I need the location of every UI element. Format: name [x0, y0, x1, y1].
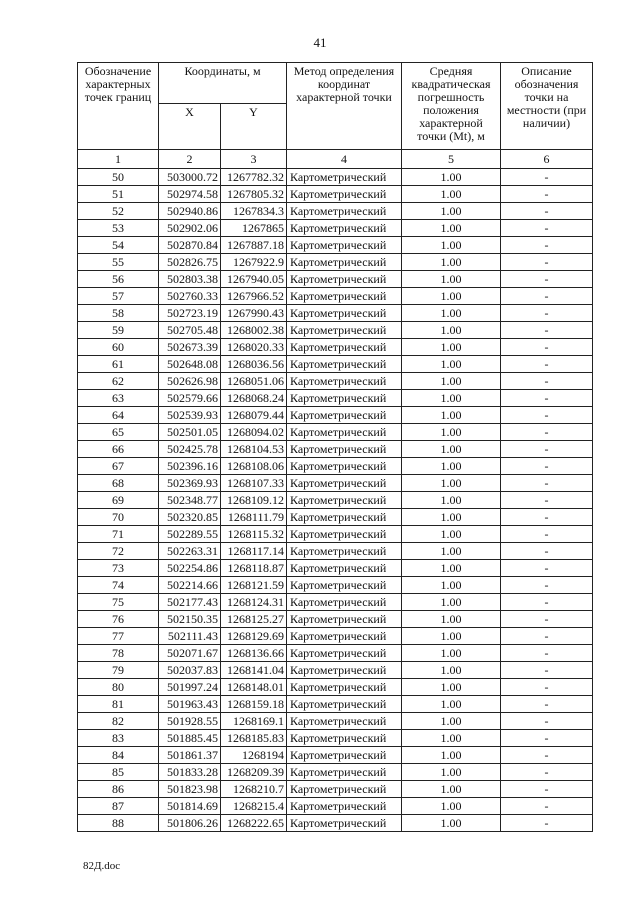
- description-cell: -: [501, 696, 593, 713]
- y-coordinate-cell: 1268036.56: [221, 356, 287, 373]
- table-row: [78, 696, 593, 713]
- table-row: [78, 220, 593, 237]
- description-cell: -: [501, 679, 593, 696]
- error-cell: 1.00: [402, 169, 501, 186]
- x-coordinate-cell: 501806.26: [159, 815, 221, 832]
- table-row: [78, 424, 593, 441]
- header-row: [78, 63, 593, 104]
- table-row: [78, 475, 593, 492]
- error-cell: 1.00: [402, 747, 501, 764]
- point-number-cell: 83: [78, 730, 159, 747]
- x-coordinate-cell: 501885.45: [159, 730, 221, 747]
- point-number-cell: 80: [78, 679, 159, 696]
- table-row: [78, 543, 593, 560]
- error-cell: 1.00: [402, 713, 501, 730]
- error-cell: 1.00: [402, 271, 501, 288]
- description-cell: -: [501, 441, 593, 458]
- method-cell: Картометрический: [287, 441, 402, 458]
- x-coordinate-cell: 502902.06: [159, 220, 221, 237]
- method-cell: Картометрический: [287, 424, 402, 441]
- x-coordinate-cell: 501861.37: [159, 747, 221, 764]
- method-cell: Картометрический: [287, 781, 402, 798]
- method-cell: Картометрический: [287, 526, 402, 543]
- description-cell: -: [501, 322, 593, 339]
- table-row: [78, 169, 593, 186]
- point-number-cell: 52: [78, 203, 159, 220]
- method-cell: Картометрический: [287, 271, 402, 288]
- description-cell: -: [501, 203, 593, 220]
- table-row: [78, 594, 593, 611]
- table-row: [78, 373, 593, 390]
- description-cell: -: [501, 220, 593, 237]
- x-coordinate-cell: 501928.55: [159, 713, 221, 730]
- x-coordinate-cell: 502648.08: [159, 356, 221, 373]
- point-number-cell: 67: [78, 458, 159, 475]
- description-cell: -: [501, 662, 593, 679]
- table-row: [78, 339, 593, 356]
- y-coordinate-cell: 1267834.3: [221, 203, 287, 220]
- y-coordinate-cell: 1268215.4: [221, 798, 287, 815]
- method-cell: Картометрический: [287, 458, 402, 475]
- point-number-cell: 81: [78, 696, 159, 713]
- x-coordinate-cell: 502289.55: [159, 526, 221, 543]
- method-cell: Картометрический: [287, 390, 402, 407]
- error-cell: 1.00: [402, 509, 501, 526]
- method-cell: Картометрический: [287, 798, 402, 815]
- y-coordinate-cell: 1268185.83: [221, 730, 287, 747]
- description-cell: -: [501, 407, 593, 424]
- x-coordinate-cell: 502150.35: [159, 611, 221, 628]
- point-number-cell: 84: [78, 747, 159, 764]
- error-cell: 1.00: [402, 356, 501, 373]
- x-coordinate-cell: 501833.28: [159, 764, 221, 781]
- y-coordinate-cell: 1268051.06: [221, 373, 287, 390]
- point-number-cell: 53: [78, 220, 159, 237]
- error-cell: 1.00: [402, 543, 501, 560]
- footer-filename: 82Д.doc: [83, 860, 121, 872]
- method-cell: Картометрический: [287, 509, 402, 526]
- point-number-cell: 65: [78, 424, 159, 441]
- column-number: 5: [402, 150, 501, 169]
- description-cell: -: [501, 815, 593, 832]
- method-cell: Картометрический: [287, 696, 402, 713]
- point-number-cell: 62: [78, 373, 159, 390]
- description-cell: -: [501, 713, 593, 730]
- y-coordinate-cell: 1268108.06: [221, 458, 287, 475]
- description-cell: -: [501, 781, 593, 798]
- x-coordinate-cell: 502263.31: [159, 543, 221, 560]
- description-cell: -: [501, 645, 593, 662]
- method-cell: Картометрический: [287, 815, 402, 832]
- error-cell: 1.00: [402, 237, 501, 254]
- x-coordinate-cell: 502177.43: [159, 594, 221, 611]
- x-coordinate-cell: 502071.67: [159, 645, 221, 662]
- y-coordinate-cell: 1267805.32: [221, 186, 287, 203]
- y-coordinate-cell: 1268129.69: [221, 628, 287, 645]
- point-number-cell: 55: [78, 254, 159, 271]
- error-cell: 1.00: [402, 526, 501, 543]
- description-cell: -: [501, 730, 593, 747]
- method-cell: Картометрический: [287, 611, 402, 628]
- table-row: [78, 509, 593, 526]
- y-coordinate-cell: 1268107.33: [221, 475, 287, 492]
- x-coordinate-cell: 502111.43: [159, 628, 221, 645]
- y-coordinate-cell: 1267990.43: [221, 305, 287, 322]
- y-coordinate-cell: 1268111.79: [221, 509, 287, 526]
- y-coordinate-cell: 1268222.65: [221, 815, 287, 832]
- error-cell: 1.00: [402, 458, 501, 475]
- point-number-cell: 85: [78, 764, 159, 781]
- table-row: [78, 781, 593, 798]
- point-number-cell: 54: [78, 237, 159, 254]
- error-cell: 1.00: [402, 203, 501, 220]
- method-cell: Картометрический: [287, 322, 402, 339]
- method-cell: Картометрический: [287, 594, 402, 611]
- table-row: [78, 305, 593, 322]
- description-cell: -: [501, 339, 593, 356]
- table-body: [78, 169, 593, 832]
- table-row: [78, 458, 593, 475]
- description-cell: -: [501, 356, 593, 373]
- description-cell: -: [501, 577, 593, 594]
- column-number: 4: [287, 150, 402, 169]
- error-cell: 1.00: [402, 645, 501, 662]
- y-coordinate-cell: 1267922.9: [221, 254, 287, 271]
- x-coordinate-cell: 502320.85: [159, 509, 221, 526]
- y-coordinate-cell: 1268210.7: [221, 781, 287, 798]
- column-number: 3: [221, 150, 287, 169]
- y-coordinate-cell: 1268136.66: [221, 645, 287, 662]
- method-cell: Картометрический: [287, 662, 402, 679]
- error-cell: 1.00: [402, 730, 501, 747]
- table-row: [78, 628, 593, 645]
- description-cell: -: [501, 509, 593, 526]
- error-cell: 1.00: [402, 679, 501, 696]
- description-cell: -: [501, 526, 593, 543]
- x-coordinate-cell: 502723.19: [159, 305, 221, 322]
- description-cell: -: [501, 764, 593, 781]
- error-cell: 1.00: [402, 373, 501, 390]
- error-cell: 1.00: [402, 815, 501, 832]
- error-cell: 1.00: [402, 577, 501, 594]
- description-cell: -: [501, 169, 593, 186]
- x-coordinate-cell: 502348.77: [159, 492, 221, 509]
- method-cell: Картометрический: [287, 220, 402, 237]
- x-coordinate-cell: 501814.69: [159, 798, 221, 815]
- table-row: [78, 747, 593, 764]
- y-coordinate-cell: 1267887.18: [221, 237, 287, 254]
- table-row: [78, 237, 593, 254]
- error-cell: 1.00: [402, 764, 501, 781]
- method-cell: Картометрический: [287, 237, 402, 254]
- point-number-cell: 86: [78, 781, 159, 798]
- error-cell: 1.00: [402, 781, 501, 798]
- table-row: [78, 254, 593, 271]
- y-coordinate-cell: 1268109.12: [221, 492, 287, 509]
- table-row: [78, 186, 593, 203]
- description-cell: -: [501, 594, 593, 611]
- description-cell: -: [501, 628, 593, 645]
- error-cell: 1.00: [402, 662, 501, 679]
- x-coordinate-cell: 502673.39: [159, 339, 221, 356]
- y-coordinate-cell: 1267940.05: [221, 271, 287, 288]
- x-coordinate-cell: 501823.98: [159, 781, 221, 798]
- page-number: 41: [313, 35, 327, 50]
- coordinates-table: [77, 62, 593, 832]
- error-cell: 1.00: [402, 611, 501, 628]
- description-cell: -: [501, 305, 593, 322]
- error-cell: 1.00: [402, 594, 501, 611]
- method-cell: Картометрический: [287, 356, 402, 373]
- table-row: [78, 390, 593, 407]
- point-number-cell: 60: [78, 339, 159, 356]
- method-cell: Картометрический: [287, 305, 402, 322]
- point-number-cell: 57: [78, 288, 159, 305]
- table-row: [78, 645, 593, 662]
- y-coordinate-cell: 1268125.27: [221, 611, 287, 628]
- column-number: 2: [159, 150, 221, 169]
- table-row: [78, 407, 593, 424]
- error-cell: 1.00: [402, 475, 501, 492]
- point-number-cell: 77: [78, 628, 159, 645]
- x-coordinate-cell: 502214.66: [159, 577, 221, 594]
- point-number-cell: 79: [78, 662, 159, 679]
- method-cell: Картометрический: [287, 186, 402, 203]
- header-x: X: [159, 103, 221, 149]
- y-coordinate-cell: 1268209.39: [221, 764, 287, 781]
- method-cell: Картометрический: [287, 577, 402, 594]
- description-cell: -: [501, 373, 593, 390]
- method-cell: Картометрический: [287, 645, 402, 662]
- y-coordinate-cell: 1267782.32: [221, 169, 287, 186]
- y-coordinate-cell: 1267865: [221, 220, 287, 237]
- method-cell: Картометрический: [287, 628, 402, 645]
- point-number-cell: 69: [78, 492, 159, 509]
- table-row: [78, 662, 593, 679]
- y-coordinate-cell: 1268079.44: [221, 407, 287, 424]
- error-cell: 1.00: [402, 441, 501, 458]
- x-coordinate-cell: 502870.84: [159, 237, 221, 254]
- x-coordinate-cell: 502705.48: [159, 322, 221, 339]
- point-number-cell: 66: [78, 441, 159, 458]
- table-row: [78, 679, 593, 696]
- y-coordinate-cell: 1267966.52: [221, 288, 287, 305]
- y-coordinate-cell: 1268020.33: [221, 339, 287, 356]
- y-coordinate-cell: 1268169.1: [221, 713, 287, 730]
- point-number-cell: 82: [78, 713, 159, 730]
- description-cell: -: [501, 424, 593, 441]
- x-coordinate-cell: 502626.98: [159, 373, 221, 390]
- y-coordinate-cell: 1268159.18: [221, 696, 287, 713]
- method-cell: Картометрический: [287, 747, 402, 764]
- point-number-cell: 87: [78, 798, 159, 815]
- description-cell: -: [501, 611, 593, 628]
- x-coordinate-cell: 502254.86: [159, 560, 221, 577]
- y-coordinate-cell: 1268141.04: [221, 662, 287, 679]
- table-row: [78, 322, 593, 339]
- point-number-cell: 88: [78, 815, 159, 832]
- x-coordinate-cell: 502826.75: [159, 254, 221, 271]
- description-cell: -: [501, 254, 593, 271]
- error-cell: 1.00: [402, 798, 501, 815]
- y-coordinate-cell: 1268094.02: [221, 424, 287, 441]
- error-cell: 1.00: [402, 220, 501, 237]
- x-coordinate-cell: 502425.78: [159, 441, 221, 458]
- table-row: [78, 815, 593, 832]
- point-number-cell: 64: [78, 407, 159, 424]
- y-coordinate-cell: 1268068.24: [221, 390, 287, 407]
- point-number-cell: 50: [78, 169, 159, 186]
- y-coordinate-cell: 1268124.31: [221, 594, 287, 611]
- point-number-cell: 63: [78, 390, 159, 407]
- method-cell: Картометрический: [287, 203, 402, 220]
- description-cell: -: [501, 747, 593, 764]
- point-number-cell: 72: [78, 543, 159, 560]
- error-cell: 1.00: [402, 628, 501, 645]
- error-cell: 1.00: [402, 339, 501, 356]
- error-cell: 1.00: [402, 424, 501, 441]
- error-cell: 1.00: [402, 560, 501, 577]
- error-cell: 1.00: [402, 305, 501, 322]
- x-coordinate-cell: 503000.72: [159, 169, 221, 186]
- method-cell: Картометрический: [287, 254, 402, 271]
- header-coordinates: Координаты, м: [159, 63, 287, 104]
- error-cell: 1.00: [402, 288, 501, 305]
- method-cell: Картометрический: [287, 288, 402, 305]
- y-coordinate-cell: 1268148.01: [221, 679, 287, 696]
- point-number-cell: 61: [78, 356, 159, 373]
- point-number-cell: 58: [78, 305, 159, 322]
- error-cell: 1.00: [402, 322, 501, 339]
- error-cell: 1.00: [402, 492, 501, 509]
- point-number-cell: 51: [78, 186, 159, 203]
- method-cell: Картометрический: [287, 475, 402, 492]
- x-coordinate-cell: 502396.16: [159, 458, 221, 475]
- point-number-cell: 70: [78, 509, 159, 526]
- method-cell: Картометрический: [287, 339, 402, 356]
- y-coordinate-cell: 1268104.53: [221, 441, 287, 458]
- column-number: 1: [78, 150, 159, 169]
- table-row: [78, 526, 593, 543]
- description-cell: -: [501, 271, 593, 288]
- x-coordinate-cell: 502974.58: [159, 186, 221, 203]
- x-coordinate-cell: 502803.38: [159, 271, 221, 288]
- point-number-cell: 75: [78, 594, 159, 611]
- description-cell: -: [501, 798, 593, 815]
- description-cell: -: [501, 186, 593, 203]
- x-coordinate-cell: 502037.83: [159, 662, 221, 679]
- method-cell: Картометрический: [287, 730, 402, 747]
- method-cell: Картометрический: [287, 679, 402, 696]
- point-number-cell: 73: [78, 560, 159, 577]
- description-cell: -: [501, 458, 593, 475]
- method-cell: Картометрический: [287, 764, 402, 781]
- x-coordinate-cell: 502369.93: [159, 475, 221, 492]
- point-number-cell: 59: [78, 322, 159, 339]
- table-row: [78, 441, 593, 458]
- table-row: [78, 288, 593, 305]
- table-row: [78, 713, 593, 730]
- x-coordinate-cell: 502940.86: [159, 203, 221, 220]
- point-number-cell: 76: [78, 611, 159, 628]
- table-row: [78, 764, 593, 781]
- y-coordinate-cell: 1268121.59: [221, 577, 287, 594]
- y-coordinate-cell: 1268194: [221, 747, 287, 764]
- error-cell: 1.00: [402, 186, 501, 203]
- method-cell: Картометрический: [287, 543, 402, 560]
- table-row: [78, 492, 593, 509]
- table-row: [78, 798, 593, 815]
- error-cell: 1.00: [402, 696, 501, 713]
- description-cell: -: [501, 543, 593, 560]
- x-coordinate-cell: 501963.43: [159, 696, 221, 713]
- header-y: Y: [221, 103, 287, 149]
- table-row: [78, 611, 593, 628]
- description-cell: -: [501, 560, 593, 577]
- x-coordinate-cell: 502501.05: [159, 424, 221, 441]
- header-designation: Обозначение характерных точек границ: [78, 63, 159, 150]
- header-method: Метод определения координат характерной точки: [287, 63, 402, 150]
- point-number-cell: 56: [78, 271, 159, 288]
- table-row: [78, 203, 593, 220]
- point-number-cell: 71: [78, 526, 159, 543]
- error-cell: 1.00: [402, 407, 501, 424]
- description-cell: -: [501, 390, 593, 407]
- error-cell: 1.00: [402, 254, 501, 271]
- header-error: Средняя квадратическая погрешность положения характерной точки (Mt), м: [402, 63, 501, 150]
- table-row: [78, 356, 593, 373]
- y-coordinate-cell: 1268117.14: [221, 543, 287, 560]
- method-cell: Картометрический: [287, 169, 402, 186]
- x-coordinate-cell: 502579.66: [159, 390, 221, 407]
- method-cell: Картометрический: [287, 407, 402, 424]
- method-cell: Картометрический: [287, 492, 402, 509]
- point-number-cell: 78: [78, 645, 159, 662]
- y-coordinate-cell: 1268002.38: [221, 322, 287, 339]
- table-row: [78, 560, 593, 577]
- table-row: [78, 730, 593, 747]
- description-cell: -: [501, 475, 593, 492]
- method-cell: Картометрический: [287, 713, 402, 730]
- description-cell: -: [501, 492, 593, 509]
- column-number: 6: [501, 150, 593, 169]
- description-cell: -: [501, 288, 593, 305]
- column-number-row: [78, 150, 593, 169]
- method-cell: Картометрический: [287, 560, 402, 577]
- point-number-cell: 68: [78, 475, 159, 492]
- x-coordinate-cell: 502760.33: [159, 288, 221, 305]
- method-cell: Картометрический: [287, 373, 402, 390]
- point-number-cell: 74: [78, 577, 159, 594]
- error-cell: 1.00: [402, 390, 501, 407]
- header-description: Описание обозначения точки на местности (при наличии): [501, 63, 593, 150]
- y-coordinate-cell: 1268115.32: [221, 526, 287, 543]
- x-coordinate-cell: 501997.24: [159, 679, 221, 696]
- x-coordinate-cell: 502539.93: [159, 407, 221, 424]
- y-coordinate-cell: 1268118.87: [221, 560, 287, 577]
- table-row: [78, 577, 593, 594]
- description-cell: -: [501, 237, 593, 254]
- table-row: [78, 271, 593, 288]
